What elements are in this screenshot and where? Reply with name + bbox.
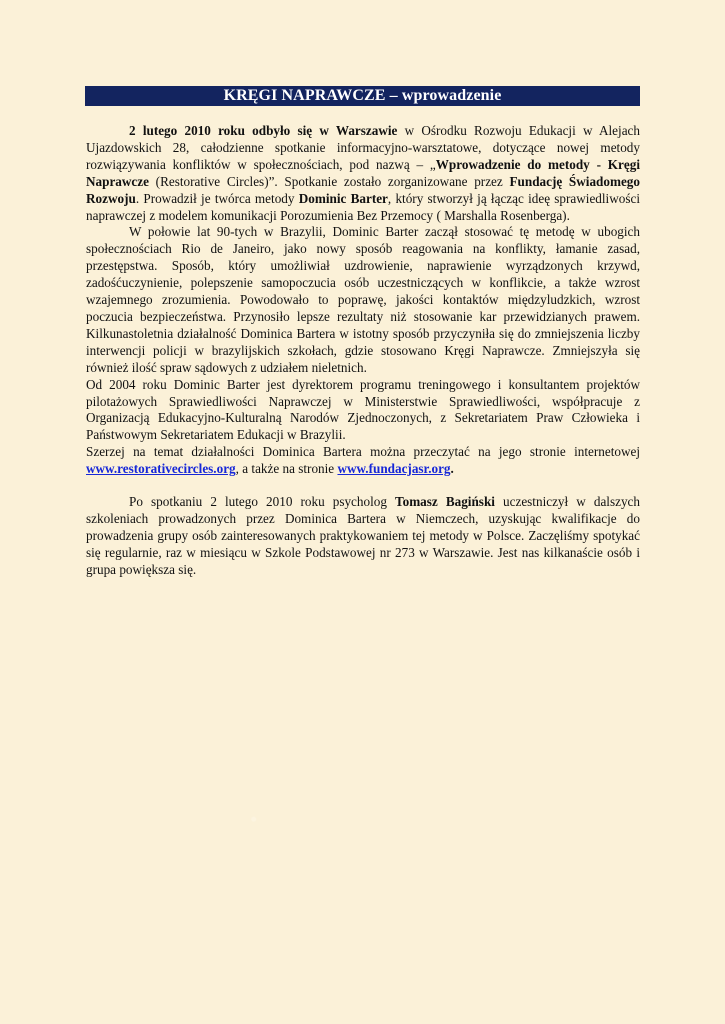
method-description-text: , który stworzył ją łącząc ideę sprawiedliwości naprawczej z modelem komunikacji Porozumienia Bez Przemocy ( Marshalla Rosenberga). — [86, 190, 640, 223]
author-name: Dominic Barter — [298, 190, 388, 206]
meeting-description-text: w Ośrodku Rozwoju Edukacji w Alejach Ujazdowskich 28, całodzienne spotkanie informacyjno-warsztatowe, dotyczące nowej metody rozwiązywania konfliktów w społecznościach, pod nazwą – „ — [86, 123, 640, 172]
document-title: KRĘGI NAPRAWCZE – wprowadzenie — [223, 87, 502, 104]
more-info-period: . — [450, 461, 454, 477]
meeting-title: Wprowadzenie do metody - Kręgi Naprawcze — [86, 156, 640, 189]
paragraph-more-info — [86, 444, 640, 478]
fundacjasr-link[interactable]: www.fundacjasr.org — [337, 461, 451, 477]
method-author-text: . Prowadził je twórca metody — [135, 190, 299, 206]
more-info-text: Szerzej na temat działalności Dominica Bartera można przeczytać na jego stronie internetowej — [86, 444, 640, 460]
paragraph-group-meetings — [86, 494, 640, 579]
psychologist-name: Tomasz Bagiński — [395, 494, 495, 510]
restorative-circles-link[interactable]: www.restorativecircles.org — [86, 461, 236, 477]
more-info-text-2: , a także na stronie — [235, 461, 338, 477]
foundation-name: Fundację Świadomego Rozwoju — [86, 173, 640, 206]
paragraph-brazil-history: W połowie lat 90-tych w Brazylii, Dominic Barter zaczął stosować tę metodę w ubogich społecznościach Rio de Janeiro, jako nowy sposób reagowania na konflikty, łamanie zasad, przestępstwa. Sposób, który umożliwiał uzdrowienie, naprawienie wyrządzonych krzywd, zadośćuczynienie, polepszenie samopoczucia osób uczestniczących w konflikcie, a także wzrost wzajemnego zrozumienia. Powodowało to poprawę, jakości kontaktów międzyludzkich, wzrost poczucia bezpieczeństwa. Przynosiło lepsze rezultaty niż stosowanie kar przewidzianych prawem. Kilkunastoletnia działalność Dominica Bartera w istotny sposób przyczyniła się do zmniejszenia liczby interwencji policji w brazylijskich szkołach, gdzie stosowano Kręgi Naprawcze. Zmniejszyła się również ilość spraw sądowych z udziałem nieletnich. — [86, 224, 640, 375]
paragraph-current-role: Od 2004 roku Dominic Barter jest dyrektorem programu treningowego i konsultantem projektów pilotażowych Sprawiedliwości Naprawczej w Ministerstwie Sprawiedliwości, współpracuje z Organizacją Edukacyjno-Kulturalną Narodów Zjednoczonych, z Sekretariatem Praw Człowieka i Państwowym Sekretariatem Edukacji w Brazylii. — [86, 376, 640, 443]
paragraph-meeting-intro — [86, 123, 640, 224]
group-meetings-text: Po spotkaniu 2 lutego 2010 roku psycholog — [129, 494, 396, 510]
meeting-organizer-text: (Restorative Circles)”. Spotkanie zostało zorganizowane przez — [148, 173, 510, 189]
document-body — [86, 123, 640, 579]
paragraph-spacer — [86, 478, 640, 494]
group-meetings-description: uczestniczył w dalszych szkoleniach prowadzonych przez Dominica Bartera w Niemczech, uzyskując kwalifikacje do prowadzenia grupy osób zainteresowanych praktykowaniem tej metody w Polsce. Zaczęliśmy spotykać się regularnie, raz w miesiącu w Szkole Podstawowej nr 273 w Warszawie. Jest nas kilkanaście osób i grupa powiększa się. — [86, 494, 640, 577]
meeting-date-location: 2 lutego 2010 roku odbyło się w Warszawie — [129, 123, 398, 138]
document-title-bar — [85, 86, 640, 106]
